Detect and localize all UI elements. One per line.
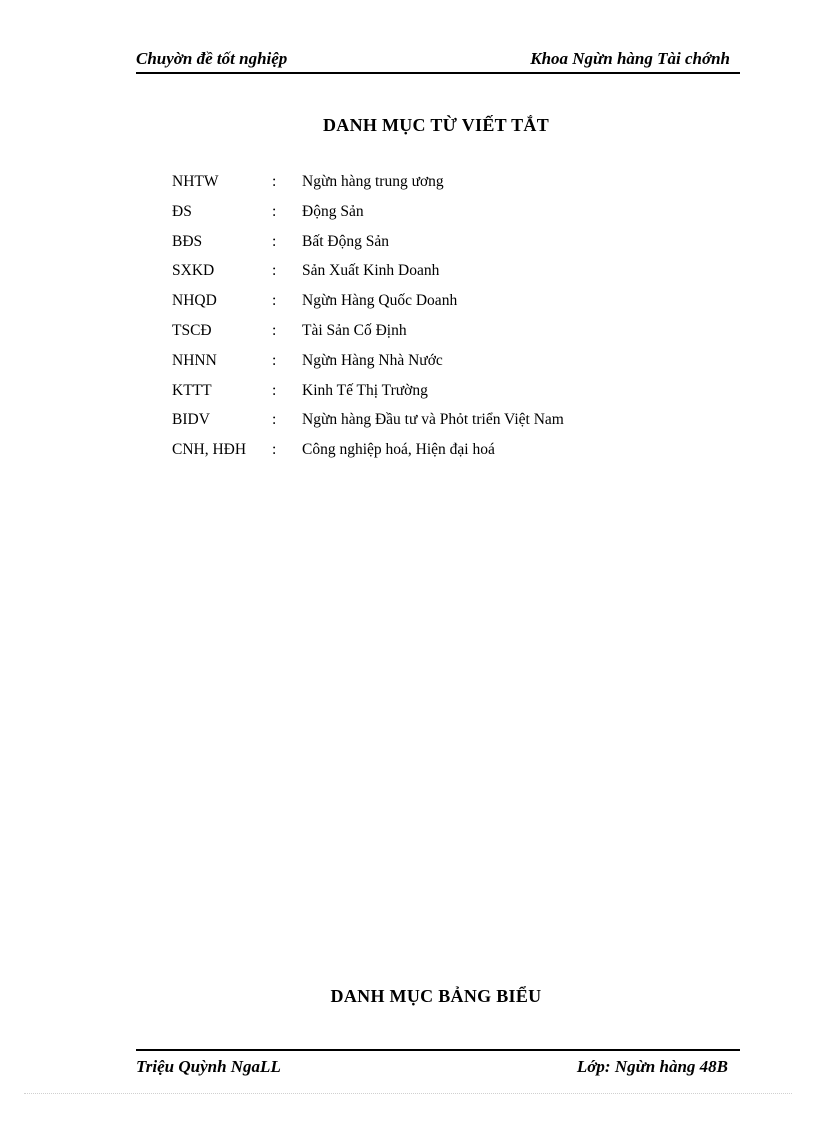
abbreviation-row bbox=[172, 379, 692, 409]
abbreviation-row bbox=[172, 438, 692, 468]
abbreviation-meaning: Tài Sản Cố Định bbox=[302, 321, 407, 339]
tables-list-title: DANH MỤC BẢNG BIỂU bbox=[330, 986, 542, 1006]
abbreviation-separator: : bbox=[272, 292, 277, 310]
abbreviation-code: CNH, HĐH bbox=[172, 441, 247, 459]
abbreviation-row bbox=[172, 349, 692, 379]
abbreviation-meaning: Bất Động Sản bbox=[302, 232, 389, 250]
abbreviation-meaning: Công nghiệp hoá, Hiện đại hoá bbox=[302, 441, 495, 459]
abbreviation-meaning: Ngừn Hàng Quốc Doanh bbox=[302, 292, 458, 310]
abbreviation-row bbox=[172, 289, 692, 319]
abbreviation-separator: : bbox=[272, 262, 277, 280]
abbreviation-separator: : bbox=[272, 351, 277, 369]
abbreviation-code: KTTT bbox=[172, 381, 212, 399]
abbreviation-separator: : bbox=[272, 202, 277, 220]
page-footer bbox=[136, 1049, 740, 1079]
abbreviation-meaning: Kinh Tế Thị Trường bbox=[302, 381, 428, 399]
header-thesis-label: Chuyờn đề tốt nghiệp bbox=[136, 49, 288, 68]
abbreviation-code: ĐS bbox=[172, 202, 192, 220]
footer-class-label: Lớp: Ngừn hàng 48B bbox=[576, 1057, 728, 1076]
abbreviation-row bbox=[172, 230, 692, 260]
abbreviations-list bbox=[172, 170, 692, 468]
abbreviation-separator: : bbox=[272, 411, 277, 429]
abbreviation-separator: : bbox=[272, 441, 277, 459]
abbreviation-separator: : bbox=[272, 381, 277, 399]
abbreviation-code: BIDV bbox=[172, 411, 210, 429]
abbreviation-code: SXKD bbox=[172, 262, 215, 280]
header-faculty-label: Khoa Ngừn hàng Tài chớnh bbox=[530, 49, 730, 68]
page-header bbox=[136, 48, 740, 74]
abbreviation-row bbox=[172, 170, 692, 200]
abbreviation-meaning: Ngừn Hàng Nhà Nước bbox=[302, 351, 443, 369]
abbreviation-meaning: Động Sản bbox=[302, 202, 364, 220]
abbreviation-row bbox=[172, 200, 692, 230]
abbreviation-row bbox=[172, 408, 692, 438]
abbreviations-title: DANH MỤC TỪ VIẾT TẮT bbox=[322, 115, 550, 135]
abbreviation-row bbox=[172, 319, 692, 349]
abbreviation-code: BĐS bbox=[172, 232, 203, 250]
abbreviation-code: NHQD bbox=[172, 292, 217, 310]
footer-author-label: Triệu Quỳnh NgaLL bbox=[136, 1057, 281, 1076]
abbreviation-code: NHNN bbox=[172, 351, 217, 369]
abbreviation-row bbox=[172, 259, 692, 289]
abbreviation-code: TSCĐ bbox=[172, 321, 212, 339]
abbreviation-separator: : bbox=[272, 232, 277, 250]
abbreviation-meaning: Ngừn hàng Đầu tư và Phỏt triển Việt Nam bbox=[302, 411, 564, 429]
abbreviation-meaning: Ngừn hàng trung ương bbox=[302, 173, 444, 190]
abbreviation-code: NHTW bbox=[172, 173, 219, 190]
abbreviation-separator: : bbox=[272, 321, 277, 339]
abbreviation-separator: : bbox=[272, 173, 277, 190]
page-bottom-divider bbox=[24, 1093, 792, 1094]
abbreviation-meaning: Sản Xuất Kinh Doanh bbox=[302, 262, 440, 280]
